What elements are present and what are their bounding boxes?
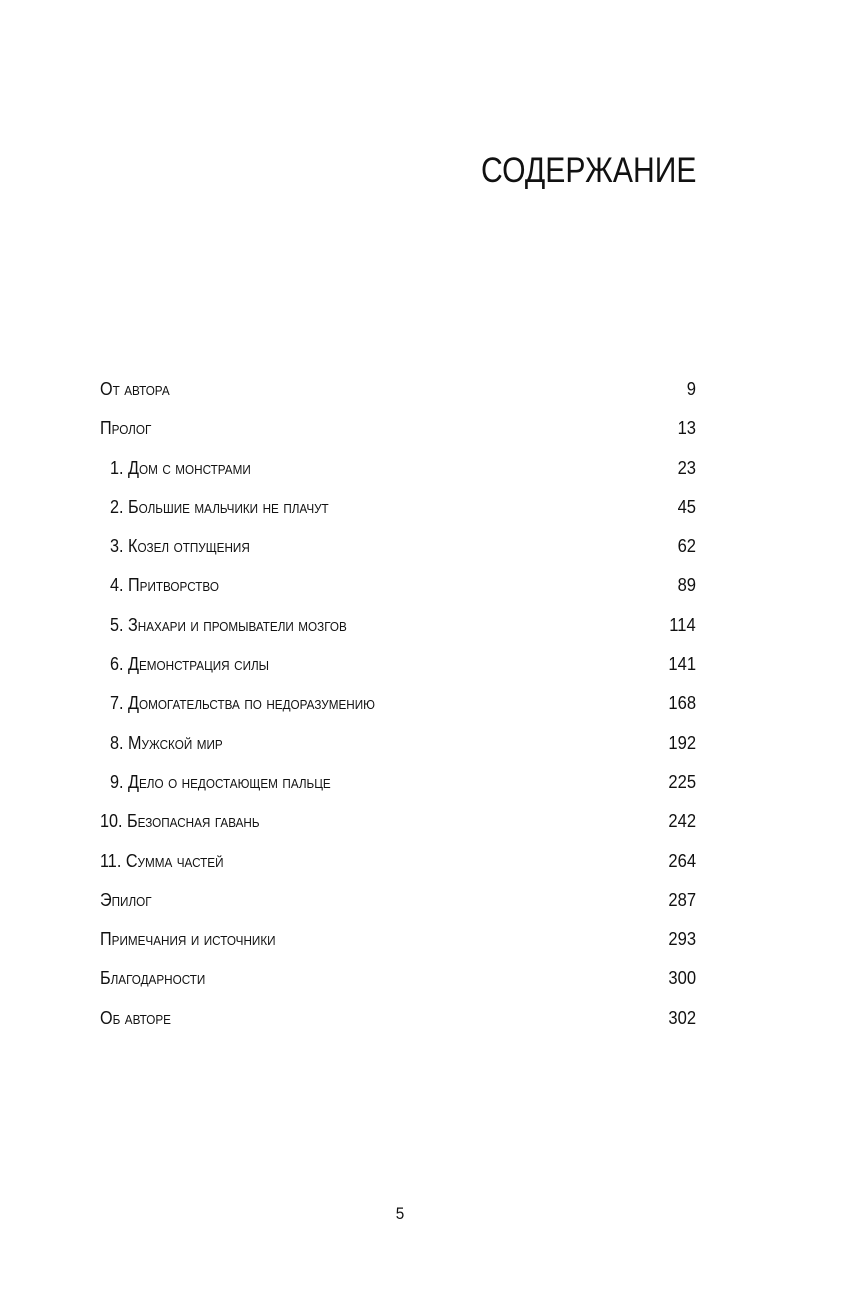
toc-entry <box>100 566 696 605</box>
toc-entry-label: 6. Демонстрация силы <box>110 654 270 675</box>
toc-entry-page: 168 <box>668 693 696 714</box>
toc-dot-leader <box>239 849 663 867</box>
toc-entry <box>100 684 696 723</box>
toc-entry-label: 11. Сумма частей <box>100 850 224 871</box>
toc-dot-leader <box>357 770 663 788</box>
toc-entry-page: 192 <box>668 732 696 753</box>
toc-entry-label: 9. Дело о недостающем пальце <box>110 771 331 792</box>
toc-entry-label: 7. Домогательства по недоразумению <box>110 693 375 714</box>
toc-entry <box>100 999 696 1038</box>
toc-entry-label: 1. Дом с монстрами <box>110 457 251 478</box>
toc-entry <box>100 842 696 881</box>
toc-dot-leader <box>219 966 663 984</box>
toc-entry-page: 264 <box>668 850 696 871</box>
toc-dot-leader <box>406 691 663 709</box>
toc-entry-page: 13 <box>677 418 696 439</box>
toc-entry-page: 89 <box>677 575 696 596</box>
toc-entry <box>100 724 696 763</box>
toc-entry-page: 141 <box>668 654 696 675</box>
toc-dot-leader <box>375 613 664 631</box>
page-title: СОДЕРЖАНИЕ <box>480 151 696 190</box>
toc-entry-label: Пролог <box>100 418 152 439</box>
toc-dot-leader <box>181 1006 663 1024</box>
toc-entry-label: 2. Большие мальчики не плачут <box>110 496 329 517</box>
page-number: 5 <box>395 1204 405 1223</box>
toc-dot-leader <box>355 495 673 513</box>
toc-dot-leader <box>279 809 663 827</box>
toc-entry-page: 114 <box>669 614 696 635</box>
toc-entry <box>100 959 696 998</box>
toc-entry-label: 10. Безопасная гавань <box>100 811 260 832</box>
toc-dot-leader <box>179 377 683 395</box>
toc-entry-page: 300 <box>668 968 696 989</box>
toc-dot-leader <box>297 927 663 945</box>
toc-entry-page: 23 <box>677 457 696 478</box>
toc-entry-page: 62 <box>677 536 696 557</box>
toc-entry-label: Примечания и источники <box>100 929 276 950</box>
toc-entry <box>100 488 696 527</box>
toc-entry-page: 302 <box>668 1007 696 1028</box>
toc-entry-label: 5. Знахари и промыватели мозгов <box>110 614 347 635</box>
toc-entry <box>100 527 696 566</box>
toc-dot-leader <box>267 534 673 552</box>
toc-entry-page: 9 <box>686 379 696 399</box>
toc-dot-leader <box>159 416 673 434</box>
toc-entry-label: 3. Козел отпущения <box>110 536 250 557</box>
toc-entry-label: Об авторе <box>100 1007 171 1028</box>
toc-entry-page: 225 <box>668 771 696 792</box>
toc-entry-page: 242 <box>668 811 696 832</box>
toc-entry <box>100 763 696 802</box>
toc-dot-leader <box>268 456 673 474</box>
toc-entry-label: Эпилог <box>100 889 152 910</box>
toc-entry-label: Благодарности <box>100 968 206 989</box>
toc-entry <box>100 802 696 841</box>
toc-entry <box>100 409 696 448</box>
toc-entry <box>100 449 696 488</box>
toc-entry-label: 4. Притворство <box>110 575 219 596</box>
toc-entry-page: 293 <box>668 929 696 950</box>
toc-entry-page: 287 <box>668 889 696 910</box>
toc-entry-page: 45 <box>677 496 696 517</box>
toc-entry <box>100 920 696 959</box>
toc-dot-leader <box>237 731 663 749</box>
toc-entry <box>100 606 696 645</box>
toc-entry <box>100 645 696 684</box>
toc-entry-label: От автора <box>100 379 170 399</box>
toc-dot-leader <box>159 888 663 906</box>
toc-dot-leader <box>289 652 663 670</box>
toc-entry <box>100 881 696 920</box>
toc-entry <box>100 370 696 409</box>
toc-dot-leader <box>233 573 673 591</box>
table-of-contents <box>100 370 696 1038</box>
toc-entry-label: 8. Мужской мир <box>110 732 223 753</box>
